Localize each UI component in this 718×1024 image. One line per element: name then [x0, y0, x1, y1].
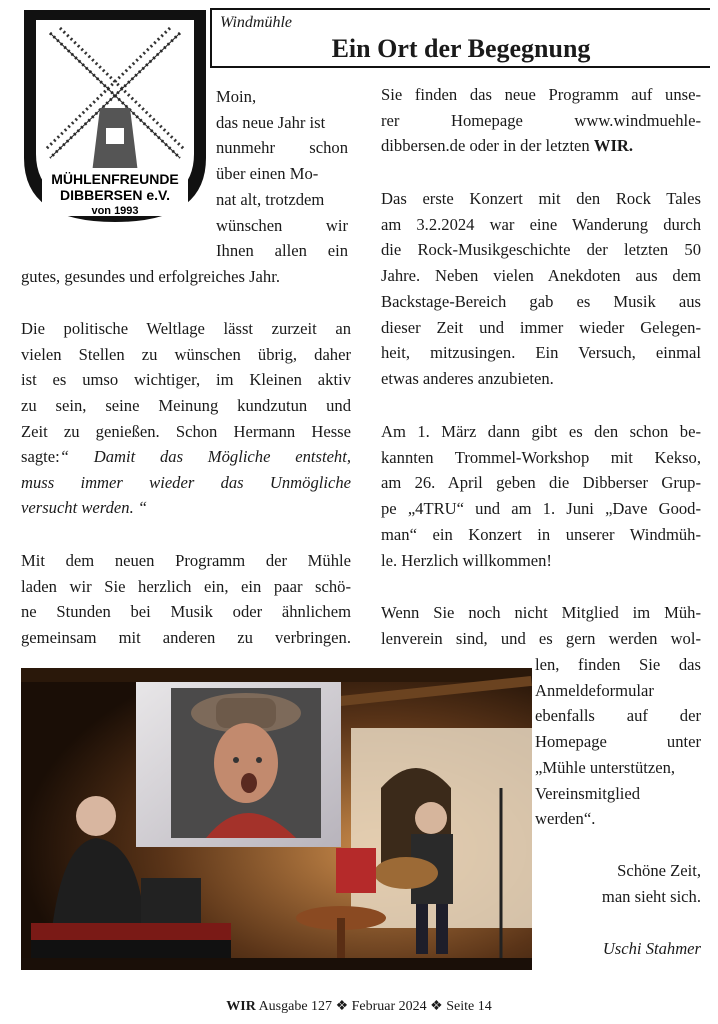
- text-line: werden“.: [535, 809, 596, 829]
- closing-line: Schöne Zeit,: [617, 861, 701, 880]
- club-logo: [20, 8, 210, 228]
- text-line: vielen Stellen zu wünschen übrig, daher: [21, 344, 351, 364]
- article-title: Ein Ort der Begegnung: [331, 34, 591, 63]
- paragraph-membership: [381, 600, 701, 651]
- text-line: Das erste Konzert mit den Rock Tales: [381, 189, 701, 208]
- concert-photo: [21, 668, 532, 970]
- article-header: [210, 8, 710, 68]
- text-line: Zeit zu genießen. Schon Hermann Hesse: [21, 421, 351, 441]
- text-line: ne Stunden bei Musik oder ähnlichem: [21, 602, 351, 622]
- text-line: dibbersen.de oder in der letzten: [381, 136, 590, 156]
- footer-separator: ❖: [430, 999, 443, 1014]
- footer-date: Februar 2024: [351, 999, 427, 1014]
- paragraph-program: [21, 548, 351, 651]
- logo-line1: MÜHLENFREUNDE: [51, 171, 179, 187]
- quote-line: “ Damit das Mögliche entsteht,: [59, 447, 351, 466]
- logo-line3: von 1993: [91, 205, 139, 217]
- page-footer: [0, 998, 718, 1015]
- text-line: dieser Zeit und immer wieder Gelegen-: [381, 317, 701, 337]
- text-line: am 26. April geben die Dibberser Grup-: [381, 473, 701, 493]
- intro-block: [216, 84, 348, 264]
- footer-issue: Ausgabe 127: [258, 999, 333, 1014]
- quote-line: muss immer wieder das Unmögliche: [21, 472, 351, 492]
- text-line: ist es umso wichtiger, im Kleinen aktiv: [21, 370, 351, 390]
- text-line: am 3.2.2024 war eine Wanderung durch: [381, 214, 701, 234]
- text-line: heit, mitzusingen. Ein Versuch, einmal: [381, 343, 701, 363]
- text-line: rer Homepage www.windmuehle-: [381, 110, 701, 130]
- paragraph-events: [381, 419, 701, 573]
- text-line: Anmeldeformular: [535, 680, 654, 700]
- text-line: lenverein sind, und es gern werden wol-: [381, 628, 701, 648]
- text-line: „Mühle unterstützen,: [535, 757, 676, 777]
- logo-line2: DIBBERSEN e.V.: [60, 187, 170, 203]
- section-label: Windmühle: [220, 14, 292, 31]
- text-line: laden wir Sie herzlich ein, ein paar schö-: [21, 576, 351, 596]
- text-line: zu sein, seine Meinung kundzutun und: [21, 396, 351, 416]
- footer-page: Seite 14: [446, 999, 492, 1014]
- intro-line: über einen Mo-: [216, 164, 319, 184]
- intro-end: gutes, gesundes und erfolgreiches Jahr.: [21, 267, 280, 286]
- text-line: Backstage-Bereich gab es Musik aus: [381, 291, 701, 311]
- wir-mark: WIR.: [593, 136, 634, 156]
- text-line: Wenn Sie noch nicht Mitglied im Müh-: [381, 603, 701, 622]
- text-line: Mit dem neuen Programm der Mühle: [21, 551, 351, 570]
- footer-wir: WIR: [226, 999, 256, 1014]
- text-line: Die politische Weltlage lässt zurzeit an: [21, 319, 351, 338]
- text-line: Homepage unter: [535, 732, 701, 752]
- paragraph-membership-narrow: [535, 652, 701, 832]
- signature: Uschi Stahmer: [602, 939, 701, 958]
- intro-line: nat alt, trotzdem: [216, 189, 325, 209]
- text-line: Vereinsmitglied: [535, 783, 641, 803]
- paragraph-concert: [381, 186, 701, 392]
- text-line: man“ ein Konzert in unserer Windmüh-: [381, 524, 701, 544]
- text-line: gemeinsam mit anderen zu verbringen.: [21, 628, 351, 648]
- quote-prefix: sagte:: [21, 447, 60, 466]
- text-line: kannten Trommel-Workshop mit Kekso,: [381, 447, 701, 467]
- greeting: Moin,: [216, 87, 257, 106]
- intro-line: das neue Jahr ist: [216, 112, 326, 132]
- quote-block: [21, 444, 351, 521]
- text-line: pe „4TRU“ und am 1. Juni „Dave Good-: [381, 499, 701, 519]
- paragraph-politics: [21, 316, 351, 445]
- text-line: len, finden Sie das: [535, 655, 701, 674]
- quote-line: versucht werden. “: [21, 498, 148, 518]
- text-line: Sie finden das neue Programm auf unse-: [381, 85, 701, 104]
- text-line: die Rock-Musikgeschichte der letzten 50: [381, 240, 701, 260]
- text-line: Jahre. Neben vielen Anekdoten aus dem: [381, 266, 701, 286]
- paragraph-homepage: [381, 82, 701, 159]
- intro-line: wünschen wir: [216, 215, 348, 235]
- text-line: ebenfalls auf der: [535, 706, 701, 726]
- text-line: le. Herzlich willkommen!: [381, 550, 552, 570]
- text-line: etwas anderes anzubieten.: [381, 368, 554, 388]
- intro-line: nunmehr schon: [216, 138, 348, 158]
- closing-line: man sieht sich.: [601, 886, 701, 906]
- footer-separator: ❖: [335, 999, 349, 1014]
- intro-line: Ihnen allen ein: [216, 241, 348, 261]
- text-line: Am 1. März dann gibt es den schon be-: [381, 422, 701, 441]
- closing-block: [535, 858, 701, 909]
